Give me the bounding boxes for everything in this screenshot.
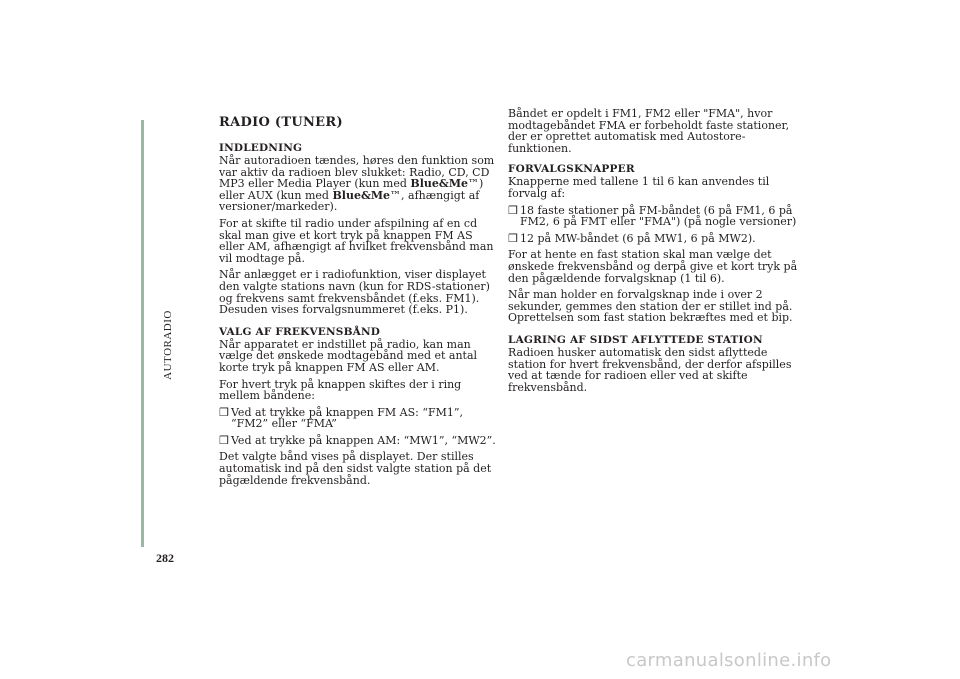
paragraph-switch-radio: For at skifte til radio under afspilning af en cd skal man give et kort tryk på knappen FM AS eller AM, afhængigt af hvilket frekvensbånd man vil modtage på. <box>219 216 494 265</box>
watermark: carmanualsonline.info <box>626 650 832 671</box>
checkbox-bullet-icon: ❒ <box>508 203 518 217</box>
list-item: ❒ Ved at trykke på knappen FM AS: “FM1”, “FM2” eller “FMA” <box>219 405 463 431</box>
left-column <box>219 116 499 491</box>
checkbox-bullet-icon: ❒ <box>508 231 518 245</box>
heading-forvalgsknapper: FORVALGSKNAPPER <box>508 163 635 176</box>
paragraph-recall-station: For at hente en fast station skal man vælge det ønskede frekvensbånd og derpå give et kort tryk på den pågældende forvalgsknap (1 til 6). <box>508 248 798 285</box>
list-item: ❒ Ved at trykke på knappen AM: “MW1”, “MW2”. <box>219 433 496 447</box>
paragraph-preset-buttons: Knapperne med tallene 1 til 6 kan anvendes til forvalg af: <box>508 175 770 200</box>
brand-blueme: Blue&Me <box>410 177 468 191</box>
sidebar-rule <box>141 120 144 547</box>
paragraph-display: Når anlægget er i radiofunktion, viser displayet den valgte stations navn (kun for RDS-stationer) og frekvens samt frekvensbåndet (f.eks. FM1). Desuden vises forvalgsnummeret (f.eks. P1). <box>219 268 490 317</box>
paragraph-band-split: Båndet er opdelt i FM1, FM2 eller "FMA", hvor modtagebåndet FMA er forbeholdt faste stationer, der er oprettet automatisk med Autostore-funktionen. <box>508 107 790 155</box>
paragraph-last-station: Radioen husker automatisk den sidst aflyttede station for hvert frekvensbånd, der derfor afspilles ved at tænde for radioen eller ved at skifte frekvensbånd. <box>508 345 792 394</box>
paragraph-store-station: Når man holder en forvalgsknap inde i over 2 sekunder, gemmes den station der er stillet ind på. Oprettelsen som fast station bekræftes med et bip. <box>508 288 793 325</box>
page-number: 282 <box>156 551 174 565</box>
heading-lagring: LAGRING AF SIDST AFLYTTEDE STATION <box>508 333 763 346</box>
page-title: RADIO (TUNER) <box>219 115 343 130</box>
list-item: ❒ 18 faste stationer på FM-båndet (6 på FM1, 6 på FM2, 6 på FMT eller "FMA") (på nogle versioner) <box>508 203 797 229</box>
list-item: ❒ 12 på MW-båndet (6 på MW1, 6 på MW2). <box>508 231 756 245</box>
heading-valg-af-frekvensbaand: VALG AF FREKVENSBÅND <box>219 325 381 338</box>
heading-indledning: INDLEDNING <box>219 142 303 154</box>
brand-blueme-2: Blue&Me <box>332 188 391 202</box>
paragraph-cycle: For hvert tryk på knappen skiftes der i ring mellem båndene: <box>219 377 462 403</box>
paragraph-selected-band: Det valgte bånd vises på displayet. Der stilles automatisk ind på den sidst valgte station på det pågældende frekvensbånd. <box>219 450 492 487</box>
checkbox-bullet-icon: ❒ <box>219 433 229 447</box>
paragraph-intro: Når autoradioen tændes, høres den funktion som var aktiv da radioen blev slukket: Radio, CD, CD MP3 eller Media Player (kun med Blue&Me™) eller AUX (kun med Blue&Me™, afhængigt af versioner/markeder). <box>219 154 495 214</box>
right-column <box>508 108 798 398</box>
section-label: AUTORADIO <box>162 310 174 380</box>
checkbox-bullet-icon: ❒ <box>219 405 229 419</box>
paragraph-select-band: Når apparatet er indstillet på radio, kan man vælge det ønskede modtagebånd med et antal korte tryk på knappen FM AS eller AM. <box>219 337 478 374</box>
